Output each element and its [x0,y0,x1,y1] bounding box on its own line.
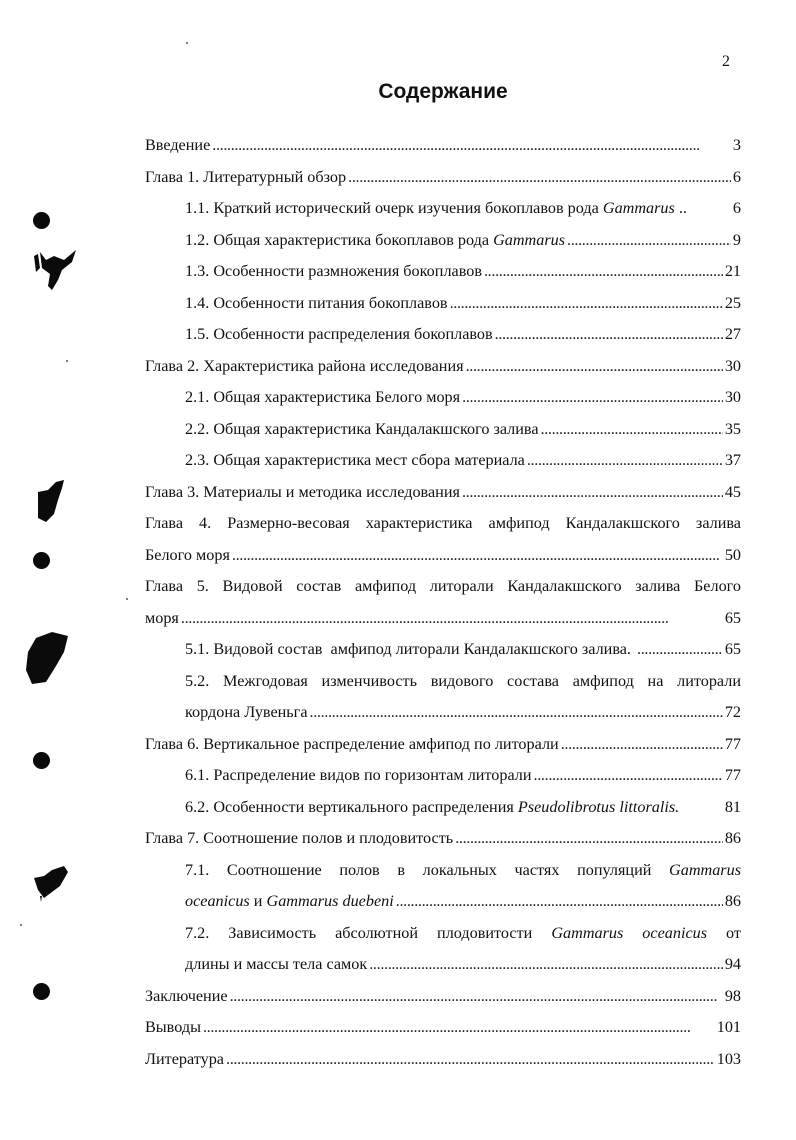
dot-leader [455,823,723,855]
entry-page: 27 [724,325,741,343]
entry-title-italic: Gammarus [493,230,566,249]
table-of-contents [145,130,741,1075]
toc-entry [145,162,741,194]
entry-page: 45 [724,482,741,501]
dot-leader [181,603,723,635]
entry-page: 6 [732,199,741,217]
entry-title-italic: oceanicus [185,892,250,910]
toc-entry [145,508,741,571]
entry-title-italic: Gammarus duebeni [266,892,394,910]
page-title: Содержание [378,80,508,103]
dot-leader [212,130,731,162]
entry-title: 6.2. Особенности вертикального распределения [185,797,518,816]
toc-entry [145,918,741,981]
dot-leader [541,414,723,446]
ink-blot [24,630,72,686]
dot-leader [495,319,723,351]
toc-entry [145,319,741,351]
entry-page: 3 [732,136,741,154]
page-number: 2 [722,53,730,70]
ink-blot [34,478,74,526]
entry-title: 2.2. Общая характеристика Кандалакшского залива [185,419,539,438]
entry-title: Глава 5. Видовой состав амфипод литорали Кандалакшского залива Белого [145,577,741,595]
toc-entry [145,571,741,634]
entry-title: 2.3. Общая характеристика мест сбора материала [185,451,525,469]
entry-title: 1.5. Особенности распределения бокоплавов [185,325,493,343]
dot-leader [462,382,723,414]
dot-leader [232,540,723,572]
entry-title: Глава 6. Вертикальное распределение амфипод по литорали [145,734,559,753]
entry-page: 77 [724,766,741,784]
scan-speck [186,42,188,44]
entry-page: 30 [724,356,741,375]
entry-page: 94 [724,955,741,973]
entry-page: 30 [724,388,741,406]
entry-page: 37 [724,451,741,469]
toc-entry [145,193,741,225]
punch-hole [33,212,50,229]
dot-leader [226,1044,715,1076]
entry-title: Глава 2. Характеристика района исследования [145,356,464,375]
entry-page: 72 [724,703,741,721]
scan-speck [66,360,68,362]
toc-entry [145,666,741,729]
entry-title-italic: Pseudolibrotus littoralis. [517,797,680,816]
entry-title-suffix: .. [674,199,687,217]
entry-page: 86 [724,892,741,910]
entry-title-continued: моря [145,608,179,627]
toc-entry [145,414,741,446]
entry-title: Глава 3. Материалы и методика исследования [145,482,460,501]
dot-leader [484,256,723,288]
entry-page: 35 [724,419,741,438]
entry-title: Введение [145,136,211,154]
dot-leader [561,729,723,761]
entry-title: 6.1. Распределение видов по горизонтам литорали [185,766,532,784]
dot-leader [369,949,723,981]
entry-title: Глава 7. Соотношение полов и плодовитость [145,829,454,847]
dot-leader [310,697,723,729]
entry-page: 65 [724,640,741,658]
toc-entry [145,981,741,1013]
entry-page: 103 [716,1049,741,1068]
entry-title-continued: Белого моря [145,545,230,564]
entry-title: Литература [145,1049,224,1068]
entry-page: 25 [724,293,741,312]
toc-entry [145,288,741,320]
entry-page: 86 [724,829,741,847]
toc-entry [145,855,741,918]
entry-title-italic: Gammarus oceanicus [551,923,708,942]
entry-title-continued: длины и массы тела самок [185,955,368,973]
entry-title: Глава 4. Размерно-весовая характеристика амфипод Кандалакшского залива [145,514,741,532]
entry-title-suffix: от [707,923,741,942]
ink-blot [32,246,80,294]
entry-title: Выводы [145,1018,201,1036]
punch-hole [33,552,50,569]
dot-leader [466,351,723,383]
dot-leader [348,162,731,194]
entry-title: 1.3. Особенности размножения бокоплавов [185,262,482,280]
entry-title: Глава 1. Литературный обзор [145,167,347,186]
toc-entry [145,792,741,824]
punch-hole [33,752,50,769]
toc-entry [145,225,741,257]
entry-title: 2.1. Общая характеристика Белого моря [185,388,461,406]
entry-page: 77 [724,734,741,753]
dot-leader [567,225,731,257]
entry-page: 98 [724,986,741,1005]
entry-title: Заключение [145,986,228,1005]
entry-title-italic: Gammarus [602,199,675,217]
dot-leader [450,288,723,320]
toc-entry [145,351,741,383]
entry-title-italic: Gammarus [669,860,741,879]
dot-leader [462,477,723,509]
toc-entry [145,760,741,792]
entry-title: 7.1. Соотношение полов в локальных частях популяций [185,860,670,879]
entry-title: 1.4. Особенности питания бокоплавов [185,293,448,312]
dot-leader [637,634,723,666]
toc-entry [145,823,741,855]
toc-entry [145,445,741,477]
dot-leader [534,760,723,792]
entry-title-continued: кордона Лувеньга [185,703,308,721]
entry-page: 21 [724,262,741,280]
entry-title: 5.1. Видовой состав амфипод литорали Кандалакшского залива. [185,640,636,658]
entry-page: 65 [724,608,741,627]
entry-page: 9 [732,230,741,249]
entry-title: 5.2. Межгодовая изменчивость видового состава амфипод на литорали [185,671,741,690]
entry-page: 6 [732,167,741,186]
punch-hole [33,983,50,1000]
entry-page: 81 [724,797,741,816]
entry-page: 101 [716,1018,741,1036]
dot-leader [396,886,723,918]
toc-entry [145,477,741,509]
toc-entry [145,256,741,288]
entry-title: 7.2. Зависимость абсолютной плодовитости [185,923,552,942]
toc-entry [145,130,741,162]
ink-blot [30,862,74,906]
entry-title: 1.1. Краткий исторический очерк изучения бокоплавов рода [185,199,603,217]
entry-page: 50 [724,545,741,564]
toc-entry [145,382,741,414]
toc-entry [145,634,741,666]
toc-entry [145,1012,741,1044]
toc-entry [145,729,741,761]
dot-leader [527,445,723,477]
dot-leader [230,981,723,1013]
scan-speck [126,598,128,600]
entry-title: 1.2. Общая характеристика бокоплавов рода [185,230,494,249]
dot-leader [203,1012,715,1044]
scan-speck [20,924,22,926]
entry-title-continued: и [249,892,267,910]
toc-entry [145,1044,741,1076]
